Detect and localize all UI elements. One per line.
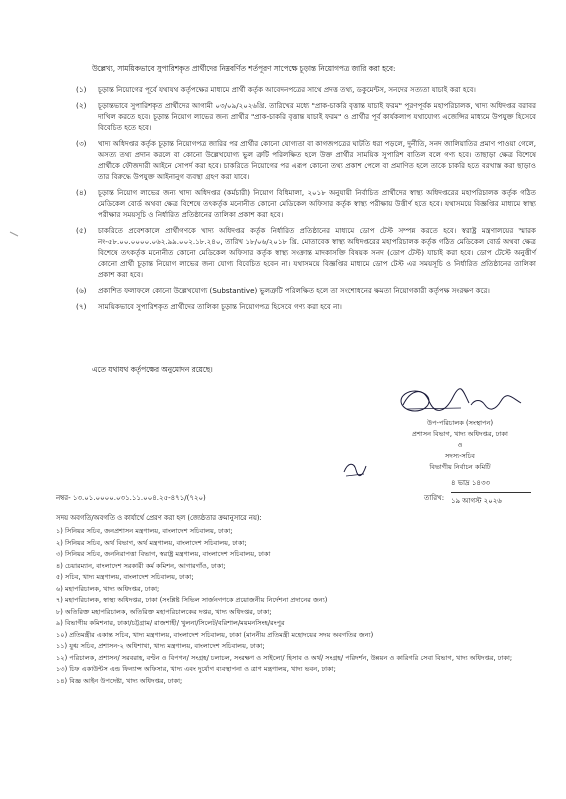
distribution-item: ১১) যুগ্ম সচিব, প্রশাসন-২ অধিশাখা, খাদ্য মন্ত্রণালয়, বাংলাদেশ সচিবালয়, ঢাকা; [56,642,265,650]
condition-text: চূড়ান্ত নিয়োগ লাভের জন্য খাদ্য অধিদপ্তর (কর্মচারী) নিয়োগ বিধিমালা, ২০১৮ অনুযায়ী নির্বাচিত প্রার্থীদের স্বাস্থ্য অধিদপ্তরের মহাপরিচালক কর্তৃক গঠিত মেডিকেল বোর্ড অথবা ক্ষেত্র বিশেষে তৎকর্তৃক মনোনীত কোনো মেডিকেল অফিসার কর্তৃক স্বাস্থ্য পরীক্ষায় উত্তীর্ণ হতে হবে। যথাসময়ে বিজ্ঞপ্তির মাধ্যমে স্বাস্থ্য পরীক্ষার সময়সূচি ও নির্ধারিত প্রতিষ্ঠানের তালিকা প্রকাশ করা হবে। [98,188,536,219]
condition-number: (৪) [76,188,87,197]
distribution-item: ১) সিনিয়র সচিব, জনপ্রশাসন মন্ত্রণালয়, বাংলাদেশ সচিবালয়, ঢাকা; [56,527,233,535]
memo-number: নম্বর- ১৩.০১.০০০০.০৩১.১১.০০৪.২৫-৪৭১/(৭২০) [56,494,206,502]
distribution-item: ৮) অতিরিক্ত মহাপরিচালক, অতিরিক্ত মহাপরিচালকের দপ্তর, খাদ্য অধিদপ্তর, ঢাকা; [56,607,272,616]
date-label: তারিখ: [424,494,445,502]
date-bengali: ৪ ভাদ্র ১৪৩৩ [451,479,491,487]
distribution-item: ১০) প্রতিমন্ত্রীর একান্ত সচিব, খাদ্য মন্ত্রণালয়, বাংলাদেশ সচিবালয়, ঢাকা (মাননীয় প্রতিমন্ত্রী মহোদয়ের সদয় অবগতির জন্য) [56,630,374,639]
condition-text: চাকরিতে প্রবেশকালে প্রার্থীগণকে খাদ্য অধিদপ্তর কর্তৃক নির্ধারিত প্রতিষ্ঠানের মাধ্যমে ডোপ টেস্ট সম্পন্ন করতে হবে। স্বরাষ্ট্র মন্ত্রণালয়ের স্মারক নং-৫৮.০০.০০০০.০৬২.৯৯.০০২.১৮.২৪০, তারিখ ১৮/০৬/২০১৮ খ্রি. মোতাবেক স্বাস্থ্য অধিদপ্তরের মহাপরিচালক কর্তৃক গঠিত মেডিকেল বোর্ড অথবা ক্ষেত্র বিশেষে তৎকর্তৃক মনোনীত কোনো মেডিকেল অফিসার কর্তৃক স্বাস্থ্য সংক্রান্ত মাদকাসক্তি বিষয়ক সনদ (ডোপ টেস্ট) যাচাই করা হবে। ডোপ টেস্টে অনুত্তীর্ণ কোনো প্রার্থী চূড়ান্ত নিয়োগ লাভের জন্য যোগ্য বিবেচিত হবেন না। যথাসময়ে বিজ্ঞপ্তির মাধ্যমে ডোপ টেস্ট এর সময়সূচি ও নির্ধারিত প্রতিষ্ঠানের তালিকা প্রকাশ করা হবে। [98,226,536,279]
condition-number: (৫) [76,226,87,235]
distribution-item: ১৪) বিজ্ঞ আইন উপদেষ্টা, খাদ্য অধিদপ্তর, ঢাকা; [56,676,183,685]
officer-designation: উপ-পরিচালক (সংস্থাপন) [426,419,494,427]
connector-text: ও [457,441,463,449]
condition-text: সাময়িকভাবে সুপারিশকৃত প্রার্থীদের তালিকা চূড়ান্ত নিয়োগপত্র হিসেবে গণ্য করা হবে না। [98,302,342,311]
date-gregorian: ১৯ আগস্ট ২০২৬ [451,492,531,507]
distribution-header: সদয় অবগতি/অবগতি ও কার্যার্থে প্রেরণ করা হল (জ্যেষ্ঠতার ক্রমানুসারে নয়): [56,514,262,522]
condition-text: চূড়ান্তভাবে সুপারিশকৃত প্রার্থীদের আগামী ০৩/০৯/২০২৬খ্রি. তারিখের মধ্যে "প্রাক-চাকরি বৃত্তান্ত যাচাই ফরম" পূরণপূর্বক মহাপরিচালক, খাদ্য অধিদপ্তর বরাবর দাখিল করতে হবে। চূড়ান্ত নিয়োগ লাভের জন্য প্রার্থীর "প্রাক-চাকরি বৃত্তান্ত যাচাই ফরম" ও প্রার্থীর পূর্ব কার্যকলাপ যথাযোগ্য এজেন্সির মাধ্যমে উপযুক্ত হিসেবে বিবেচিত হতে হবে। [98,101,536,132]
condition-number: (৬) [76,286,87,295]
condition-text: প্রকাশিত ফলাফলে কোনো উল্লেখযোগ্য (Substantive) ভুলত্রুটি পরিলক্ষিত হলে তা সংশোধনের ক্ষমতা নিয়োগকারী কর্তৃপক্ষ সংরক্ষণ করে। [98,286,490,295]
officer-role: সদস্য-সচিব [445,452,475,460]
condition-text: চূড়ান্ত নিয়োগের পূর্বে যথাযথ কর্তৃপক্ষের মাধ্যমে প্রার্থী কর্তৃক আবেদনপত্রের সাথে প্রদত্ত তথ্য, ডকুমেন্টস, সনদের সত্যতা যাচাই করা হবে। [98,85,476,94]
intro-paragraph: উল্লেখ্য, সাময়িকভাবে সুপারিশকৃত প্রার্থীদের নিম্নবর্ণিত শর্তপূরণ সাপেক্ষে চূড়ান্ত নিয়োগপত্র জারি করা হবে: [92,64,396,73]
officer-department: প্রশাসন বিভাগ, খাদ্য অধিদপ্তর, ঢাকা [412,430,508,438]
distribution-item: ৭) মহাপরিচালক, স্বাস্থ্য অধিদপ্তর, ঢাকা (সংশ্লিষ্ট সিভিল সার্জনগণকে প্রয়োজনীয় নির্দেশনা প্রদানের জন্য) [56,596,328,604]
distribution-item: ৬) মহাপরিচালক, খাদ্য অধিদপ্তর, ঢাকা; [56,584,160,593]
distribution-item: ১২) পরিচালক, প্রশাসন/ সরবরাহ, বণ্টন ও বিপণন/ সংগ্রহ/ চলাচল, সংরক্ষণ ও সাইলো/ হিসাব ও অর্থ/ সংগ্রহ/ পরিদর্শন, উন্নয়ন ও কারিগরি সেবা বিভাগ, খাদ্য অধিদপ্তর, ঢাকা; [56,653,513,662]
approval-statement: এতে যথাযথ কর্তৃপক্ষের অনুমোদন রয়েছে। [92,365,213,374]
condition-number: (৩) [76,139,87,148]
distribution-item: ৪) চেয়ারম্যান, বাংলাদেশ সরকারী কর্ম কমিশন, আগারগাঁও, ঢাকা; [56,561,226,570]
distribution-item: ১৩) চিফ একাউন্টস এন্ড ফিন্যান্স অফিসার, খাদ্য এবং দুর্যোগ ব্যবস্থাপনা ও ত্রাণ মন্ত্রণালয়, খাদ্য ভবন, ঢাকা; [56,665,336,673]
distribution-item: ৩) সিনিয়র সচিব, জননিরাপত্তা বিভাগ, স্বরাষ্ট্র মন্ত্রণালয়, বাংলাদেশ সচিবালয়, ঢাকা [56,550,271,558]
condition-text: খাদ্য অধিদপ্তর কর্তৃক চূড়ান্ত নিয়োগপত্র জারির পর প্রার্থীর কোনো যোগ্যতা বা কাগজপত্রের ঘাটতি ধরা পড়লে, দুর্নীতি, সনদ জালিয়াতির প্রমাণ পাওয়া গেলে, অসত্য তথ্য প্রদান করলে বা কোনো উল্লেখযোগ্য ভুল ত্রুটি পরিলক্ষিত হলে উক্ত প্রার্থীর সাময়িক সুপারিশ বাতিল বলে গণ্য হবে। তাছাড়া ক্ষেত্র বিশেষে প্রার্থীকে ফৌজদারী আইনে সোপর্দ করা হবে। চাকরিতে নিয়োগের পর এরূপ কোনো তথ্য প্রকাশ পেলে বা প্রমাণিত হলে তাকে চাকরি হতে বরখাস্ত করা ছাড়াও তার বিরুদ্ধে উপযুক্ত আইনানুগ ব্যবস্থা গ্রহণ করা যাবে। [98,139,536,181]
distribution-item: ৯) বিভাগীয় কমিশনার, ঢাকা/চট্টগ্রাম/ রাজশাহী/ খুলনা/সিলেট/বরিশাল/ময়মনসিংহ/রংপুর [56,619,285,627]
committee-name: বিভাগীয় নির্বাচন কমিটি [429,463,491,471]
condition-number: (৭) [76,302,87,311]
distribution-item: ৫) সচিব, খাদ্য মন্ত্রণালয়, বাংলাদেশ সচিবালয়, ঢাকা; [56,573,194,581]
condition-number: (২) [76,101,87,110]
distribution-item: ২) সিনিয়র সচিব, অর্থ বিভাগ, অর্থ মন্ত্রণালয়, বাংলাদেশ সচিবালয়, ঢাকা; [56,538,247,547]
condition-number: (১) [76,85,87,94]
